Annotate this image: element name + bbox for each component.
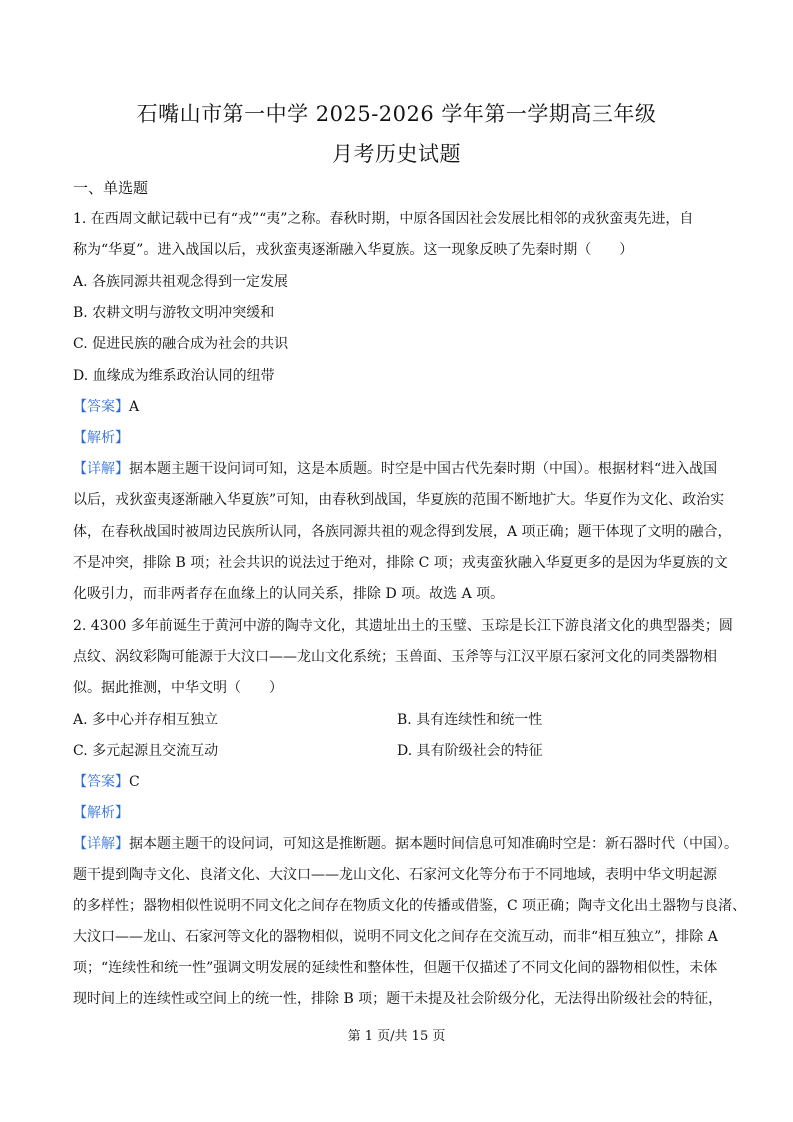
- q2-detail-line5: 项；“连续性和统一性”强调文明发展的延续性和整体性，但题干仅描述了不同文化间的器物相似性，未体: [73, 960, 718, 976]
- q2-stem-line2: 点纹、涡纹彩陶可能源于大汶口——龙山文化系统；玉兽面、玉斧等与江汉平原石家河文化的同类器物相: [73, 649, 717, 665]
- analysis-tag: 【解析】: [73, 430, 129, 446]
- q2-option-d: D. 具有阶级社会的特征: [397, 743, 543, 759]
- q1-option-c: C. 促进民族的融合成为社会的共识: [73, 336, 289, 352]
- q1-stem-line1: 1. 在西周文献记载中已有“戎”“夷”之称。春秋时期，中原各国因社会发展比相邻的戎狄蛮夷先进，自: [73, 211, 694, 227]
- exam-title-line2: 月考历史试题: [332, 142, 461, 166]
- answer-value: C: [129, 774, 140, 790]
- exam-title-line1: 石嘴山市第一中学 2025-2026 学年第一学期高三年级: [136, 102, 657, 126]
- answer-tag: 【答案】: [73, 399, 129, 415]
- page-footer: 第 1 页/共 15 页: [347, 1029, 446, 1044]
- q1-stem-line2: 称为“华夏”。进入战国以后，戎狄蛮夷逐渐融入华夏族。这一现象反映了先秦时期（ ）: [73, 242, 634, 258]
- q2-answer: [73, 772, 723, 792]
- q2-stem-line1: 2. 4300 多年前诞生于黄河中游的陶寺文化，其遗址出土的玉璧、玉琮是长江下游良渚文化的典型器类；圆: [73, 618, 733, 634]
- q1-detail-line2: 以后，戎狄蛮夷逐渐融入华夏族”可知，由春秋到战国，华夏族的范围不断地扩大。华夏作为文化、政治实: [73, 492, 725, 508]
- q2-detail-line4: 大汶口——龙山、石家河等文化的器物相似，说明不同文化之间存在交流互动，而非“相互独立”，排除 A: [73, 929, 718, 945]
- q2-detail-line1: [73, 834, 738, 854]
- q1-answer: [73, 397, 723, 417]
- answer-value: A: [129, 399, 140, 415]
- section-heading: 一、单选题: [73, 179, 149, 197]
- detail-text: 据本题主题干设问词可知，这是本质题。时空是中国古代先秦时期（中国）。根据材料“进入战国: [129, 461, 718, 477]
- q1-detail-line1: [73, 459, 723, 479]
- detail-tag: 【详解】: [73, 461, 129, 477]
- answer-tag: 【答案】: [73, 774, 129, 790]
- q1-option-b: B. 农耕文明与游牧文明冲突缓和: [73, 305, 275, 321]
- q2-stem-line3: 似。据此推测，中华文明（ ）: [73, 680, 283, 696]
- q1-detail-line3: 体，在春秋战国时被周边民族所认同，各族同源共祖的观念得到发展，A 项正确；题干体现了文明的融合，: [73, 524, 732, 540]
- detail-text: 据本题主题干的设问词，可知这是推断题。据本题时间信息可知准确时空是：新石器时代（中国）。: [129, 836, 738, 852]
- detail-tag: 【详解】: [73, 836, 129, 852]
- q1-detail-line5: 化吸引力，而非两者存在血缘上的认同关系，排除 D 项。故选 A 项。: [73, 586, 505, 602]
- q2-option-a: A. 多中心并存相互独立: [73, 712, 219, 728]
- q2-detail-line3: 的多样性；器物相似性说明不同文化之间存在物质文化的传播或借鉴，C 项正确；陶寺文化出土器物与良渚、: [73, 898, 747, 914]
- q1-detail-line4: 不是冲突，排除 B 项；社会共识的说法过于绝对，排除 C 项；戎夷蛮狄融入华夏更多的是因为华夏族的文: [73, 555, 728, 571]
- q1-option-a: A. 各族同源共祖观念得到一定发展: [73, 274, 289, 290]
- analysis-tag: 【解析】: [73, 805, 129, 821]
- q2-option-b: B. 具有连续性和统一性: [397, 712, 543, 728]
- q1-option-d: D. 血缘成为维系政治认同的纽带: [73, 368, 275, 384]
- q2-detail-line2: 题干提到陶寺文化、良渚文化、大汶口——龙山文化、石家河文化等分布于不同地域，表明中华文明起源: [73, 867, 717, 883]
- q2-detail-line6: 现时间上的连续性或空间上的统一性，排除 B 项；题干未提及社会阶级分化，无法得出阶级社会的特征，: [73, 991, 723, 1007]
- q2-option-c: C. 多元起源且交流互动: [73, 743, 219, 759]
- q1-analysis-tag: [73, 428, 723, 448]
- q2-analysis-tag: [73, 803, 723, 823]
